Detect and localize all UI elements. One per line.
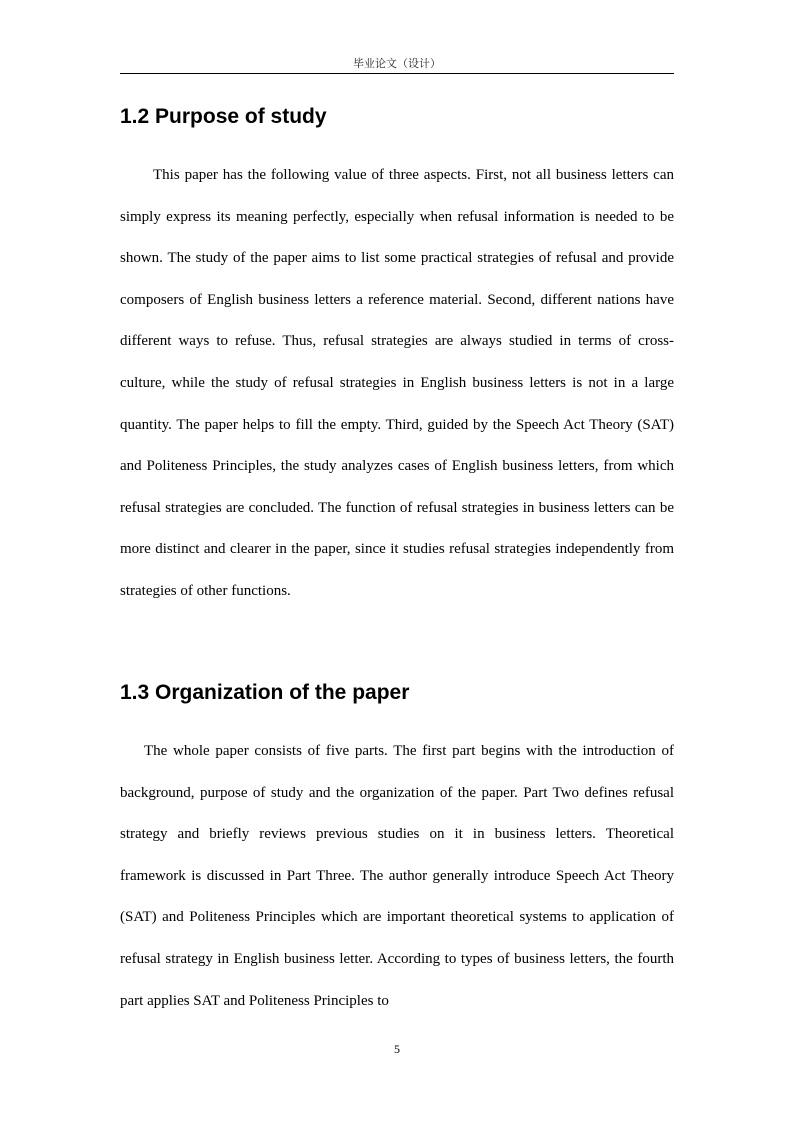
header-divider	[120, 73, 674, 74]
section-heading-organization: 1.3 Organization of the paper	[120, 681, 410, 704]
section-heading-purpose-of-study: 1.2 Purpose of study	[120, 105, 327, 128]
paragraph-purpose-of-study: This paper has the following value of three aspects. First, not all business letters can simply express its meaning perfectly, especially when refusal information is needed to be shown. The study of the paper aims to list some practical strategies of refusal and provide composers of English business letters a reference material. Second, different nations have different ways to refuse. Thus, refusal strategies are always studied in terms of cross-culture, while the study of refusal strategies in English business letters is not in a large quantity. The paper helps to fill the empty. Third, guided by the Speech Act Theory (SAT) and Politeness Principles, the study analyzes cases of English business letters, from which refusal strategies are concluded. The function of refusal strategies in business letters can be more distinct and clearer in the paper, since it studies refusal strategies independently from strategies of other functions.	[120, 167, 674, 599]
paragraph-organization: The whole paper consists of five parts. The first part begins with the introduction of background, purpose of study and the organization of the paper. Part Two defines refusal strategy and briefly reviews previous studies on it in business letters. Theoretical framework is discussed in Part Three. The author generally introduce Speech Act Theory (SAT) and Politeness Principles which are important theoretical systems to application of refusal strategy in English business letter. According to types of business letters, the fourth part applies SAT and Politeness Principles to	[120, 743, 674, 1009]
page-number: 5	[394, 1042, 400, 1056]
page-header: 毕业论文（设计）	[353, 57, 441, 70]
